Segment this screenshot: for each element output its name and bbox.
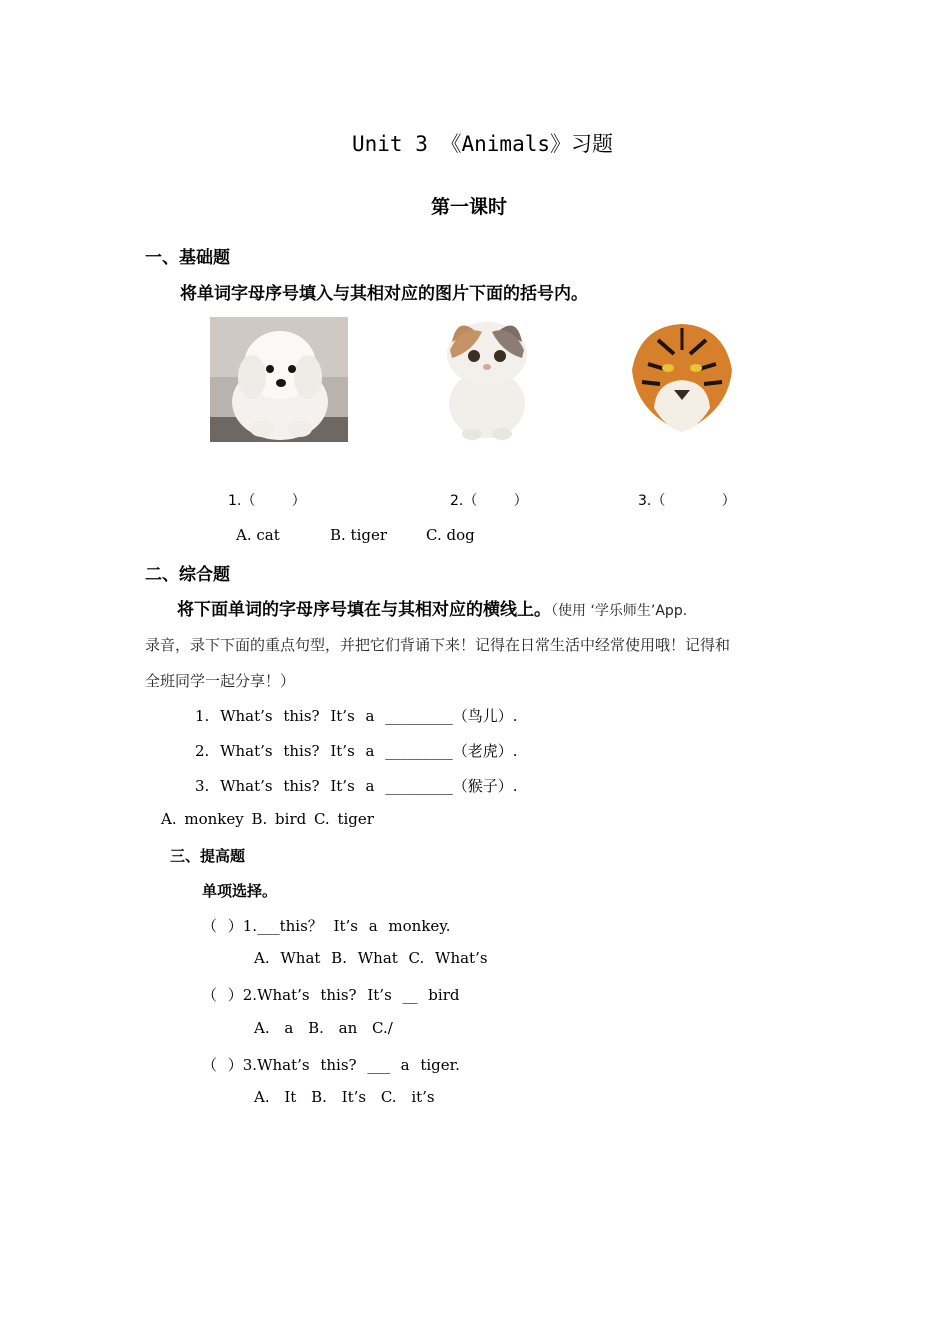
section2-options: A. monkey B. bird C. tiger [161,810,374,828]
choice-options-1: A. What B. What C. What’s [254,949,488,967]
section2-instruction [177,595,687,620]
choice-options-3: A. It B. It’s C. it’s [254,1088,435,1106]
cat-picture [432,312,542,440]
section3-subheading: 单项选择。 [202,882,278,900]
fill-item-3: 3. What’s this? It’s a _________（猴子）. [195,777,518,795]
lesson-subtitle: 第一课时 [431,196,508,218]
dog-picture [210,317,348,442]
section1-instruction: 将单词字母序号填入与其相对应的图片下面的括号内。 [180,284,588,304]
fill-item-1: 1. What’s this? It’s a _________（鸟儿）. [195,707,518,725]
page-title: Unit 3 《Animals》习题 [352,132,614,156]
section3-heading: 三、提高题 [170,847,246,865]
section2-heading: 二、综合题 [145,565,230,585]
fill-item-2: 2. What’s this? It’s a _________（老虎）. [195,742,518,760]
section2-instruction-bold: 将下面单词的字母序号填在与其相对应的横线上。 [177,600,551,620]
picture-label-2: 2.（ ） [450,493,528,509]
section1-heading: 一、基础题 [145,248,230,268]
picture-label-3: 3.（ ） [638,493,736,509]
choice-options-2: A. a B. an C./ [254,1019,393,1037]
choice-question-2: （ ）2.What’s this? It’s __ bird [202,986,460,1004]
section2-instruction-line3: 全班同学一起分享！） [145,672,296,690]
picture-label-1: 1.（ ） [228,493,306,509]
option-a: A. cat [236,526,280,544]
choice-question-3: （ ）3.What’s this? ___ a tiger. [202,1056,460,1074]
section2-instruction-line2: 录音，录下下面的重点句型，并把它们背诵下来！记得在日常生活中经常使用哦！记得和 [145,636,731,654]
choice-question-1: （ ）1.___this？ It’s a monkey. [202,917,451,935]
tiger-picture [628,320,736,436]
option-c: C. dog [426,526,475,544]
option-b: B. tiger [330,526,388,544]
section2-instruction-rest: （使用 ‘学乐师生’App. [551,603,688,619]
